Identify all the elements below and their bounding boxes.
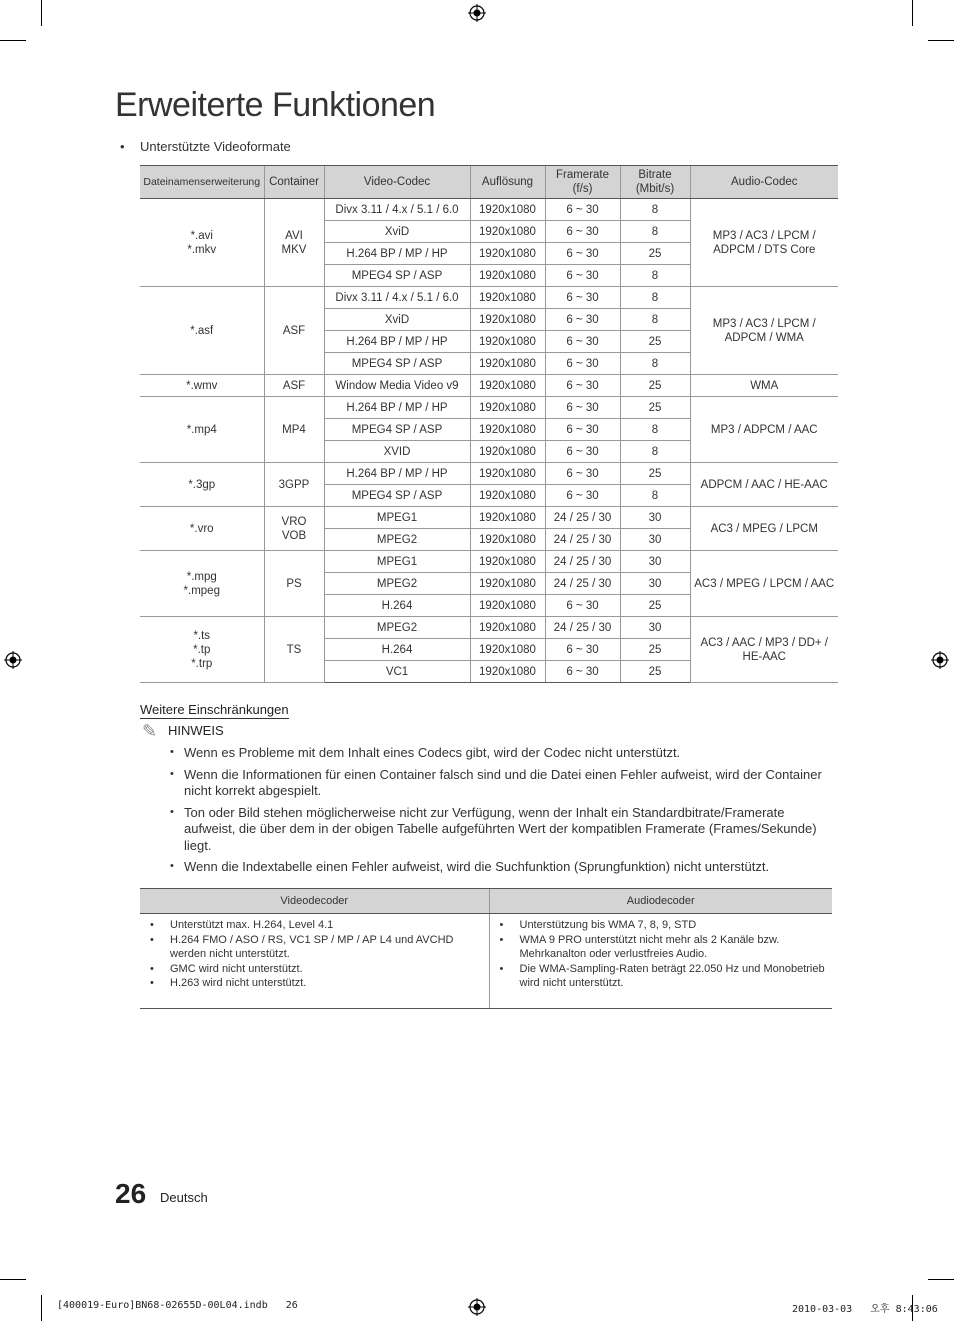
resolution-cell: 1920x1080	[470, 375, 545, 397]
framerate-cell: 6 ~ 30	[545, 485, 620, 507]
bitrate-cell: 8	[620, 265, 690, 287]
bitrate-cell: 25	[620, 595, 690, 617]
video-codec-cell: H.264 BP / MP / HP	[324, 397, 470, 419]
container-cell: TS	[264, 617, 324, 683]
container-cell: PS	[264, 551, 324, 617]
column-header: Container	[264, 166, 324, 199]
framerate-cell: 6 ~ 30	[545, 375, 620, 397]
registration-mark-icon	[4, 651, 22, 669]
file-extension-cell: *.mpg *.mpeg	[140, 551, 264, 617]
resolution-cell: 1920x1080	[470, 397, 545, 419]
note-item: • Wenn es Probleme mit dem Inhalt eines Codecs gibt, wird der Codec nicht unterstützt.	[170, 745, 830, 762]
video-codec-cell: MPEG2	[324, 617, 470, 639]
footer-timestamp: 2010-03-03 오후 8:43:06	[792, 1304, 938, 1315]
audio-codec-cell: WMA	[690, 375, 838, 397]
bitrate-cell: 30	[620, 529, 690, 551]
file-extension-cell: *.vro	[140, 507, 264, 551]
audio-codec-cell: AC3 / AAC / MP3 / DD+ / HE-AAC	[690, 617, 838, 683]
framerate-cell: 6 ~ 30	[545, 397, 620, 419]
resolution-cell: 1920x1080	[470, 551, 545, 573]
bitrate-cell: 25	[620, 375, 690, 397]
bitrate-cell: 25	[620, 639, 690, 661]
page-title: Erweiterte Funktionen	[115, 86, 436, 124]
bitrate-cell: 25	[620, 661, 690, 683]
video-decoder-list	[140, 918, 489, 991]
framerate-cell: 6 ~ 30	[545, 309, 620, 331]
resolution-cell: 1920x1080	[470, 595, 545, 617]
resolution-cell: 1920x1080	[470, 199, 545, 221]
column-header: Auflösung	[470, 166, 545, 199]
crop-mark	[0, 1279, 26, 1280]
bitrate-cell: 25	[620, 243, 690, 265]
crop-mark	[928, 1279, 954, 1280]
table-row	[140, 617, 838, 639]
container-cell: AVI MKV	[264, 199, 324, 287]
note-item: • Wenn die Informationen für einen Container falsch sind und die Datei einen Fehler aufweist, wird der Container nicht korrekt abgespielt.	[170, 767, 830, 800]
table-row	[140, 287, 838, 309]
bitrate-cell: 8	[620, 441, 690, 463]
bitrate-cell: 30	[620, 507, 690, 529]
resolution-cell: 1920x1080	[470, 331, 545, 353]
resolution-cell: 1920x1080	[470, 419, 545, 441]
audio-codec-cell: ADPCM / AAC / HE-AAC	[690, 463, 838, 507]
intro-bullet-text: Unterstützte Videoformate	[140, 139, 291, 154]
table-row	[140, 199, 838, 221]
bitrate-cell: 25	[620, 463, 690, 485]
registration-mark-icon	[468, 4, 486, 22]
video-decoder-header: Videodecoder	[140, 889, 489, 914]
framerate-cell: 6 ~ 30	[545, 463, 620, 485]
video-codec-cell: H.264 BP / MP / HP	[324, 331, 470, 353]
audio-decoder-item: • WMA 9 PRO unterstützt nicht mehr als 2 Kanäle bzw. Mehrkanalton oder verlustfreies Audio.	[520, 933, 829, 962]
resolution-cell: 1920x1080	[470, 287, 545, 309]
file-extension-cell: *.wmv	[140, 375, 264, 397]
resolution-cell: 1920x1080	[470, 507, 545, 529]
framerate-cell: 6 ~ 30	[545, 265, 620, 287]
audio-codec-cell: AC3 / MPEG / LPCM	[690, 507, 838, 551]
file-extension-cell: *.ts *.tp *.trp	[140, 617, 264, 683]
decoders-table	[140, 888, 832, 1009]
bitrate-cell: 8	[620, 419, 690, 441]
resolution-cell: 1920x1080	[470, 463, 545, 485]
bitrate-cell: 8	[620, 287, 690, 309]
column-header: Audio-Codec	[690, 166, 838, 199]
table-row	[140, 551, 838, 573]
bitrate-cell: 8	[620, 485, 690, 507]
resolution-cell: 1920x1080	[470, 617, 545, 639]
page-number: 26	[115, 1178, 147, 1209]
crop-mark	[928, 40, 954, 41]
hint-label-text: HINWEIS	[168, 723, 224, 738]
audio-codec-cell: AC3 / MPEG / LPCM / AAC	[690, 551, 838, 617]
table-row	[140, 914, 832, 1009]
file-extension-cell: *.3gp	[140, 463, 264, 507]
column-header: Framerate (f/s)	[545, 166, 620, 199]
video-decoder-cell	[140, 914, 489, 1009]
framerate-cell: 6 ~ 30	[545, 595, 620, 617]
bitrate-cell: 8	[620, 309, 690, 331]
bitrate-cell: 25	[620, 397, 690, 419]
table-header-row	[140, 166, 838, 199]
framerate-cell: 24 / 25 / 30	[545, 617, 620, 639]
framerate-cell: 6 ~ 30	[545, 661, 620, 683]
framerate-cell: 6 ~ 30	[545, 331, 620, 353]
bitrate-cell: 8	[620, 221, 690, 243]
table-row	[140, 463, 838, 485]
registration-mark-icon	[931, 651, 949, 669]
audio-decoder-item: • Unterstützung bis WMA 7, 8, 9, STD	[520, 918, 829, 933]
video-codec-cell: H.264	[324, 595, 470, 617]
video-decoder-item: • Unterstützt max. H.264, Level 4.1	[170, 918, 485, 933]
video-codec-cell: MPEG4 SP / ASP	[324, 265, 470, 287]
resolution-cell: 1920x1080	[470, 661, 545, 683]
file-extension-cell: *.mp4	[140, 397, 264, 463]
video-codec-cell: MPEG4 SP / ASP	[324, 419, 470, 441]
video-codec-cell: Divx 3.11 / 4.x / 5.1 / 6.0	[324, 199, 470, 221]
video-decoder-item: • GMC wird nicht unterstützt.	[170, 962, 485, 977]
video-codec-cell: Divx 3.11 / 4.x / 5.1 / 6.0	[324, 287, 470, 309]
resolution-cell: 1920x1080	[470, 243, 545, 265]
crop-mark	[41, 0, 42, 26]
container-cell: MP4	[264, 397, 324, 463]
intro-bullet	[120, 139, 291, 154]
video-codec-cell: H.264 BP / MP / HP	[324, 243, 470, 265]
audio-codec-cell: MP3 / ADPCM / AAC	[690, 397, 838, 463]
notes-list	[170, 745, 830, 881]
framerate-cell: 24 / 25 / 30	[545, 507, 620, 529]
notes-section-title: Weitere Einschränkungen	[140, 702, 289, 717]
column-header: Dateinamenserweiterung	[140, 166, 264, 199]
pencil-note-icon: ✎	[142, 721, 158, 741]
resolution-cell: 1920x1080	[470, 353, 545, 375]
audio-decoder-list	[490, 918, 833, 991]
crop-mark	[0, 40, 26, 41]
crop-mark	[912, 0, 913, 26]
bitrate-cell: 30	[620, 617, 690, 639]
table-header-row	[140, 889, 832, 914]
registration-mark-icon	[468, 1298, 486, 1316]
resolution-cell: 1920x1080	[470, 573, 545, 595]
note-item: • Wenn die Indextabelle einen Fehler aufweist, wird die Suchfunktion (Sprungfunktion) nicht unterstützt.	[170, 859, 830, 876]
column-header: Video-Codec	[324, 166, 470, 199]
file-extension-cell: *.avi *.mkv	[140, 199, 264, 287]
bitrate-cell: 30	[620, 573, 690, 595]
video-decoder-item: • H.264 FMO / ASO / RS, VC1 SP / MP / AP L4 und AVCHD werden nicht unterstützt.	[170, 933, 485, 962]
framerate-cell: 6 ~ 30	[545, 419, 620, 441]
bitrate-cell: 25	[620, 331, 690, 353]
page-language: Deutsch	[160, 1190, 208, 1205]
video-codec-cell: MPEG2	[324, 529, 470, 551]
video-codec-cell: MPEG1	[324, 551, 470, 573]
resolution-cell: 1920x1080	[470, 639, 545, 661]
note-item: • Ton oder Bild stehen möglicherweise nicht zur Verfügung, wenn der Inhalt ein Standardbitrate/Framerate aufweist, die über dem in der obigen Tabelle aufgeführten Wert der kompatiblen Framerate (Frames/Sekunde) liegt.	[170, 805, 830, 855]
footer-file-info: [400019-Euro]BN68-02655D-00L04.indb 26	[57, 1300, 298, 1311]
crop-mark	[41, 1295, 42, 1321]
resolution-cell: 1920x1080	[470, 309, 545, 331]
resolution-cell: 1920x1080	[470, 529, 545, 551]
resolution-cell: 1920x1080	[470, 441, 545, 463]
framerate-cell: 6 ~ 30	[545, 243, 620, 265]
audio-codec-cell: MP3 / AC3 / LPCM / ADPCM / DTS Core	[690, 199, 838, 287]
video-codec-cell: H.264 BP / MP / HP	[324, 463, 470, 485]
container-cell: ASF	[264, 375, 324, 397]
video-codec-cell: XVID	[324, 441, 470, 463]
container-cell: VRO VOB	[264, 507, 324, 551]
bitrate-cell: 30	[620, 551, 690, 573]
bitrate-cell: 8	[620, 199, 690, 221]
framerate-cell: 24 / 25 / 30	[545, 529, 620, 551]
column-header: Bitrate (Mbit/s)	[620, 166, 690, 199]
video-codec-cell: MPEG2	[324, 573, 470, 595]
container-cell: ASF	[264, 287, 324, 375]
table-row	[140, 397, 838, 419]
bullet-icon: •	[120, 139, 125, 154]
framerate-cell: 6 ~ 30	[545, 199, 620, 221]
framerate-cell: 24 / 25 / 30	[545, 551, 620, 573]
video-codec-cell: Window Media Video v9	[324, 375, 470, 397]
bitrate-cell: 8	[620, 353, 690, 375]
framerate-cell: 6 ~ 30	[545, 287, 620, 309]
framerate-cell: 24 / 25 / 30	[545, 573, 620, 595]
framerate-cell: 6 ~ 30	[545, 353, 620, 375]
audio-decoder-cell	[489, 914, 832, 1009]
video-codec-cell: MPEG1	[324, 507, 470, 529]
video-codec-cell: XviD	[324, 309, 470, 331]
video-codec-cell: VC1	[324, 661, 470, 683]
framerate-cell: 6 ~ 30	[545, 639, 620, 661]
video-codec-cell: H.264	[324, 639, 470, 661]
audio-decoder-item: • Die WMA-Sampling-Raten beträgt 22.050 Hz und Monobetrieb wird nicht unterstützt.	[520, 962, 829, 991]
framerate-cell: 6 ~ 30	[545, 441, 620, 463]
resolution-cell: 1920x1080	[470, 485, 545, 507]
audio-decoder-header: Audiodecoder	[489, 889, 832, 914]
container-cell: 3GPP	[264, 463, 324, 507]
video-formats-table	[140, 165, 838, 683]
video-codec-cell: MPEG4 SP / ASP	[324, 353, 470, 375]
table-row	[140, 507, 838, 529]
resolution-cell: 1920x1080	[470, 265, 545, 287]
framerate-cell: 6 ~ 30	[545, 221, 620, 243]
video-codec-cell: XviD	[324, 221, 470, 243]
table-row	[140, 375, 838, 397]
audio-codec-cell: MP3 / AC3 / LPCM / ADPCM / WMA	[690, 287, 838, 375]
video-decoder-item: • H.263 wird nicht unterstützt.	[170, 976, 485, 991]
hint-label	[142, 721, 224, 742]
resolution-cell: 1920x1080	[470, 221, 545, 243]
video-codec-cell: MPEG4 SP / ASP	[324, 485, 470, 507]
file-extension-cell: *.asf	[140, 287, 264, 375]
